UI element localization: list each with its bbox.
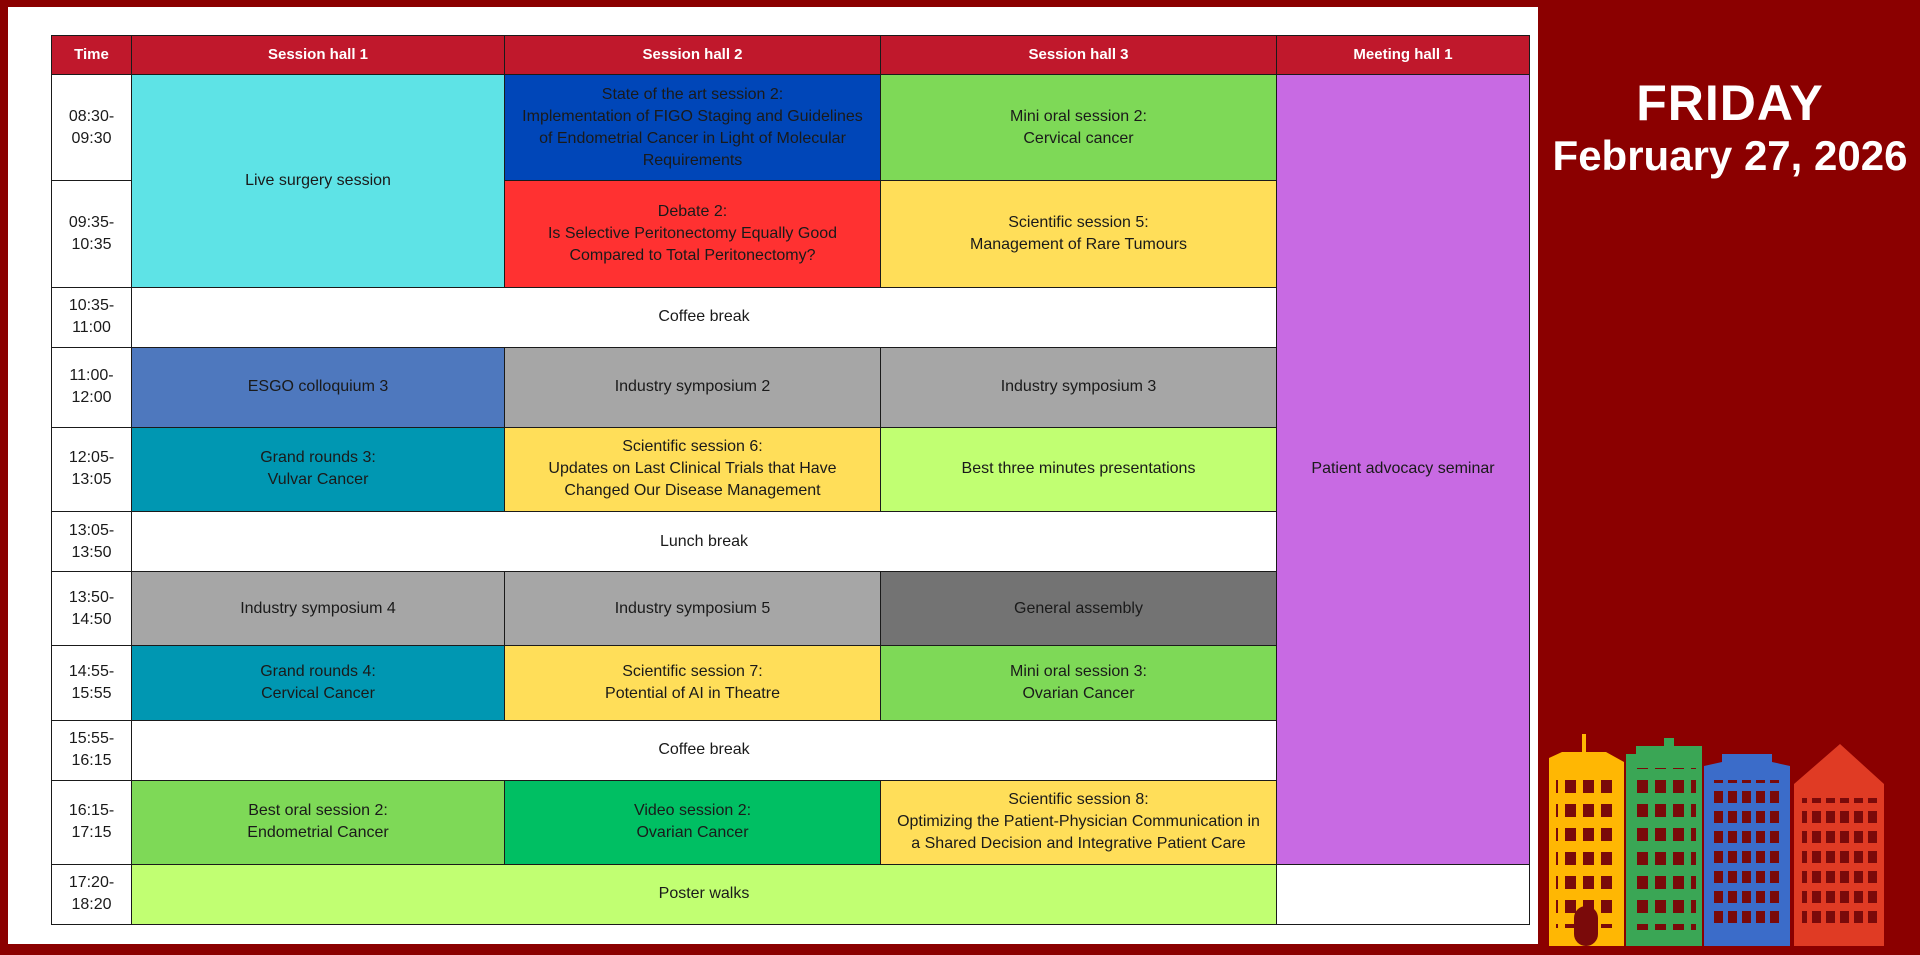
time-slot: 15:55- 16:15 [52,720,132,780]
header-session-hall-3: Session hall 3 [881,36,1277,75]
table-row [52,75,1530,181]
townhouses-illustration [1544,728,1914,946]
session-scientific-7: Scientific session 7: Potential of AI in Theatre [505,646,881,720]
session-poster-walks: Poster walks [132,864,1277,924]
header-row [52,36,1530,75]
session-grand-rounds-4: Grand rounds 4: Cervical Cancer [132,646,505,720]
session-industry-symposium-2: Industry symposium 2 [505,347,881,427]
session-scientific-5: Scientific session 5: Management of Rare Tumours [881,181,1277,287]
time-slot: 13:05- 13:50 [52,512,132,572]
session-state-of-art-2: State of the art session 2: Implementation of FIGO Staging and Guidelines of Endometrial Cancer in Light of Molecular Requirements [505,75,881,181]
header-session-hall-2: Session hall 2 [505,36,881,75]
time-slot: 17:20- 18:20 [52,864,132,924]
schedule-table [51,35,1530,925]
time-slot: 13:50- 14:50 [52,572,132,646]
time-slot: 16:15- 17:15 [52,780,132,864]
session-mini-oral-3: Mini oral session 3: Ovarian Cancer [881,646,1277,720]
schedule-panel [8,7,1538,944]
session-live-surgery: Live surgery session [132,75,505,288]
table-row [52,864,1530,924]
session-industry-symposium-3: Industry symposium 3 [881,347,1277,427]
session-mini-oral-2: Mini oral session 2: Cervical cancer [881,75,1277,181]
session-scientific-6: Scientific session 6: Updates on Last Clinical Trials that Have Changed Our Disease Management [505,427,881,511]
coffee-break: Coffee break [132,720,1277,780]
session-grand-rounds-3: Grand rounds 3: Vulvar Cancer [132,427,505,511]
session-best-oral-2: Best oral session 2: Endometrial Cancer [132,780,505,864]
date-title: February 27, 2026 [1552,132,1908,179]
session-industry-symposium-4: Industry symposium 4 [132,572,505,646]
lunch-break: Lunch break [132,512,1277,572]
header-session-hall-1: Session hall 1 [132,36,505,75]
header-meeting-hall-1: Meeting hall 1 [1277,36,1530,75]
session-general-assembly: General assembly [881,572,1277,646]
session-best-three-minutes: Best three minutes presentations [881,427,1277,511]
header-time: Time [52,36,132,75]
session-industry-symposium-5: Industry symposium 5 [505,572,881,646]
session-scientific-8: Scientific session 8: Optimizing the Patient-Physician Communication in a Shared Decision and Integrative Patient Care [881,780,1277,864]
time-slot: 12:05- 13:05 [52,427,132,511]
time-slot: 09:35- 10:35 [52,181,132,287]
session-video-2: Video session 2: Ovarian Cancer [505,780,881,864]
coffee-break: Coffee break [132,287,1277,347]
time-slot: 10:35- 11:00 [52,287,132,347]
session-patient-advocacy: Patient advocacy seminar [1277,75,1530,865]
day-title: FRIDAY [1636,75,1824,131]
session-esgo-colloquium-3: ESGO colloquium 3 [132,347,505,427]
time-slot: 11:00- 12:00 [52,347,132,427]
empty-cell [1277,864,1530,924]
time-slot: 08:30- 09:30 [52,75,132,181]
session-debate-2: Debate 2: Is Selective Peritonectomy Equally Good Compared to Total Peritonectomy? [505,181,881,287]
time-slot: 14:55- 15:55 [52,646,132,720]
